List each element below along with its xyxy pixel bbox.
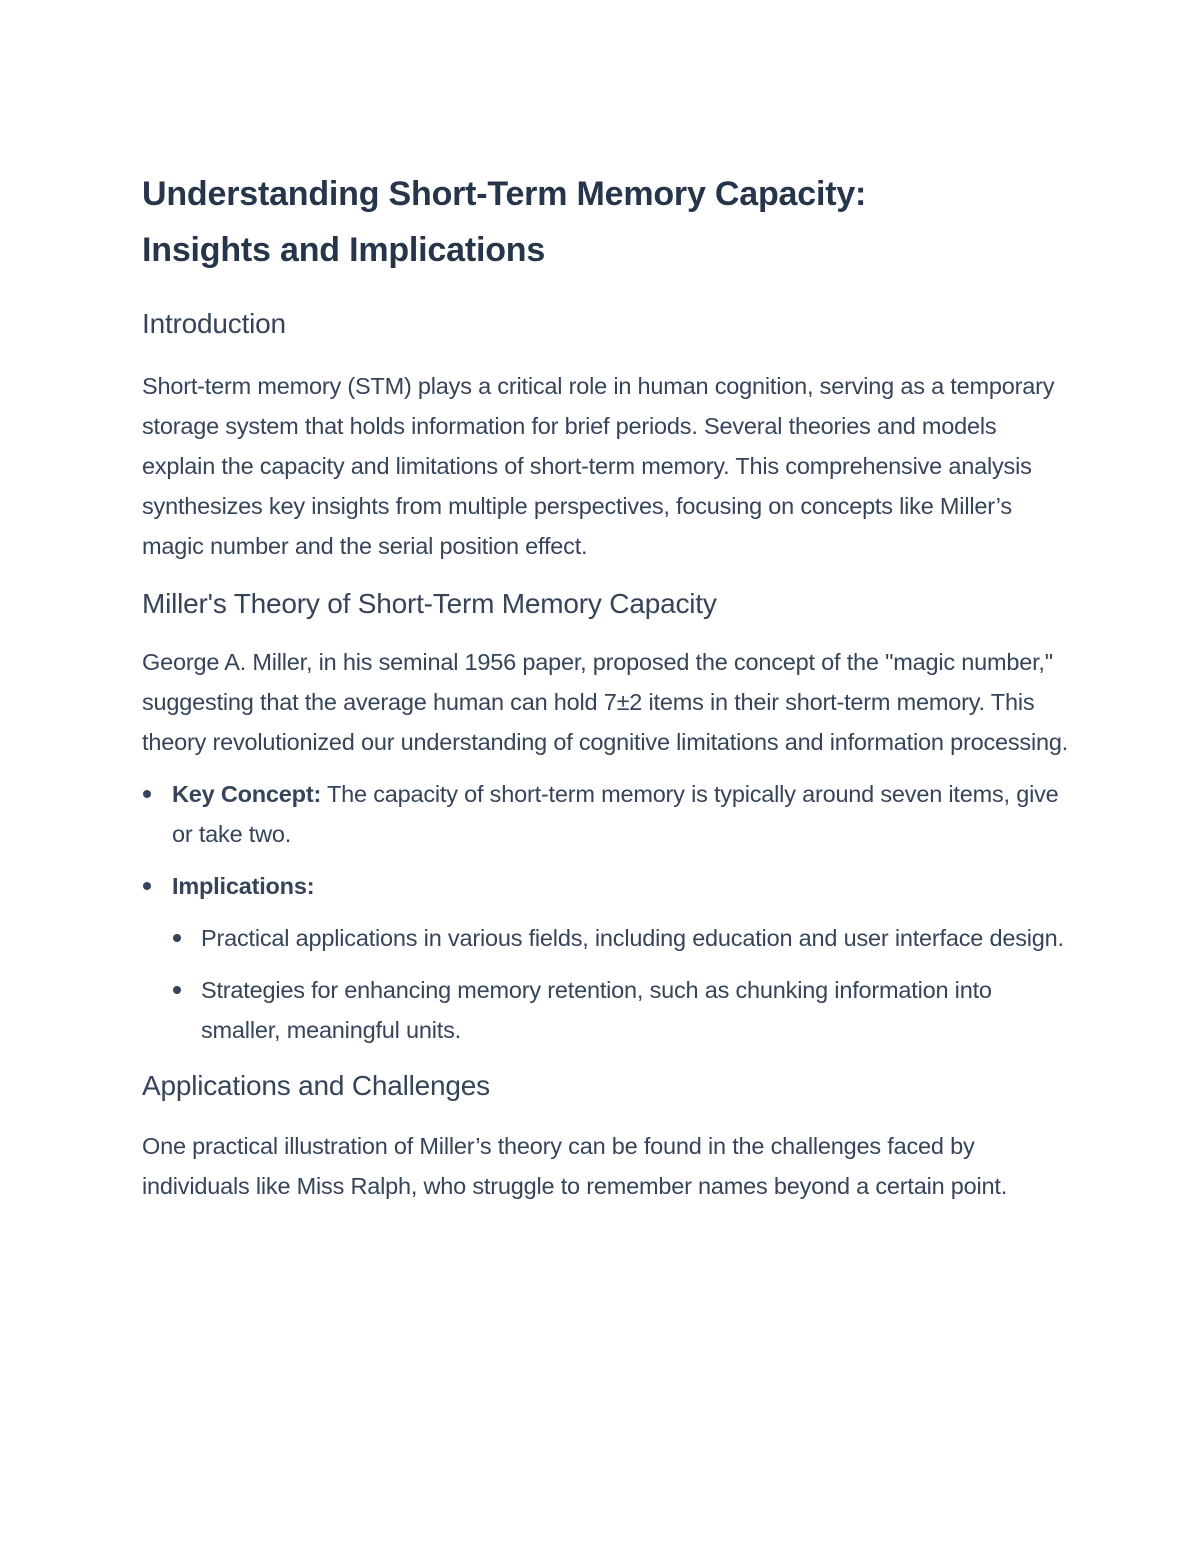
implications-label: Implications:: [172, 873, 315, 899]
implication-text: Strategies for enhancing memory retention, such as chunking information into smaller, meaningful units.: [201, 977, 992, 1043]
miller-bullet-list: [142, 774, 1072, 1050]
bullet-dot-icon: [173, 934, 181, 942]
bullet-dot-icon: [143, 790, 151, 798]
applications-paragraph: One practical illustration of Miller’s theory can be found in the challenges faced by individuals like Miss Ralph, who struggle to remember names beyond a certain point.: [142, 1133, 1008, 1199]
title-line-1: Understanding Short-Term Memory Capacity:: [142, 175, 867, 213]
applications-heading: Applications and Challenges: [142, 1070, 490, 1101]
bullet-dot-icon: [143, 882, 151, 890]
miller-theory-heading: Miller's Theory of Short-Term Memory Capacity: [142, 588, 717, 619]
bullet-dot-icon: [173, 986, 181, 994]
key-concept-item: [142, 774, 1072, 854]
key-concept-text: The capacity of short-term memory is typically around seven items, give or take two.: [172, 781, 1059, 847]
implications-sublist: [172, 918, 1072, 1050]
document-page: [142, 166, 1072, 1206]
implication-text: Practical applications in various fields, including education and user interface design.: [201, 925, 1064, 951]
key-concept-label: Key Concept:: [172, 781, 322, 807]
implications-item: [142, 866, 1072, 1050]
introduction-paragraph: Short-term memory (STM) plays a critical role in human cognition, serving as a temporary storage system that holds information for brief periods. Several theories and models explain the capacity and limitations of short-term memory. This comprehensive analysis synthesizes key insights from multiple perspectives, focusing on concepts like Miller’s magic number and the serial position effect.: [142, 373, 1055, 559]
title-line-2: Insights and Implications: [142, 231, 546, 269]
introduction-heading: Introduction: [142, 308, 286, 339]
miller-theory-paragraph: George A. Miller, in his seminal 1956 paper, proposed the concept of the "magic number," suggesting that the average human can hold 7±2 items in their short-term memory. This theory revolutionized our understanding of cognitive limitations and information processing.: [142, 649, 1069, 755]
document-title: [142, 166, 1072, 278]
implication-item: [172, 970, 1072, 1050]
implication-item: [172, 918, 1072, 958]
